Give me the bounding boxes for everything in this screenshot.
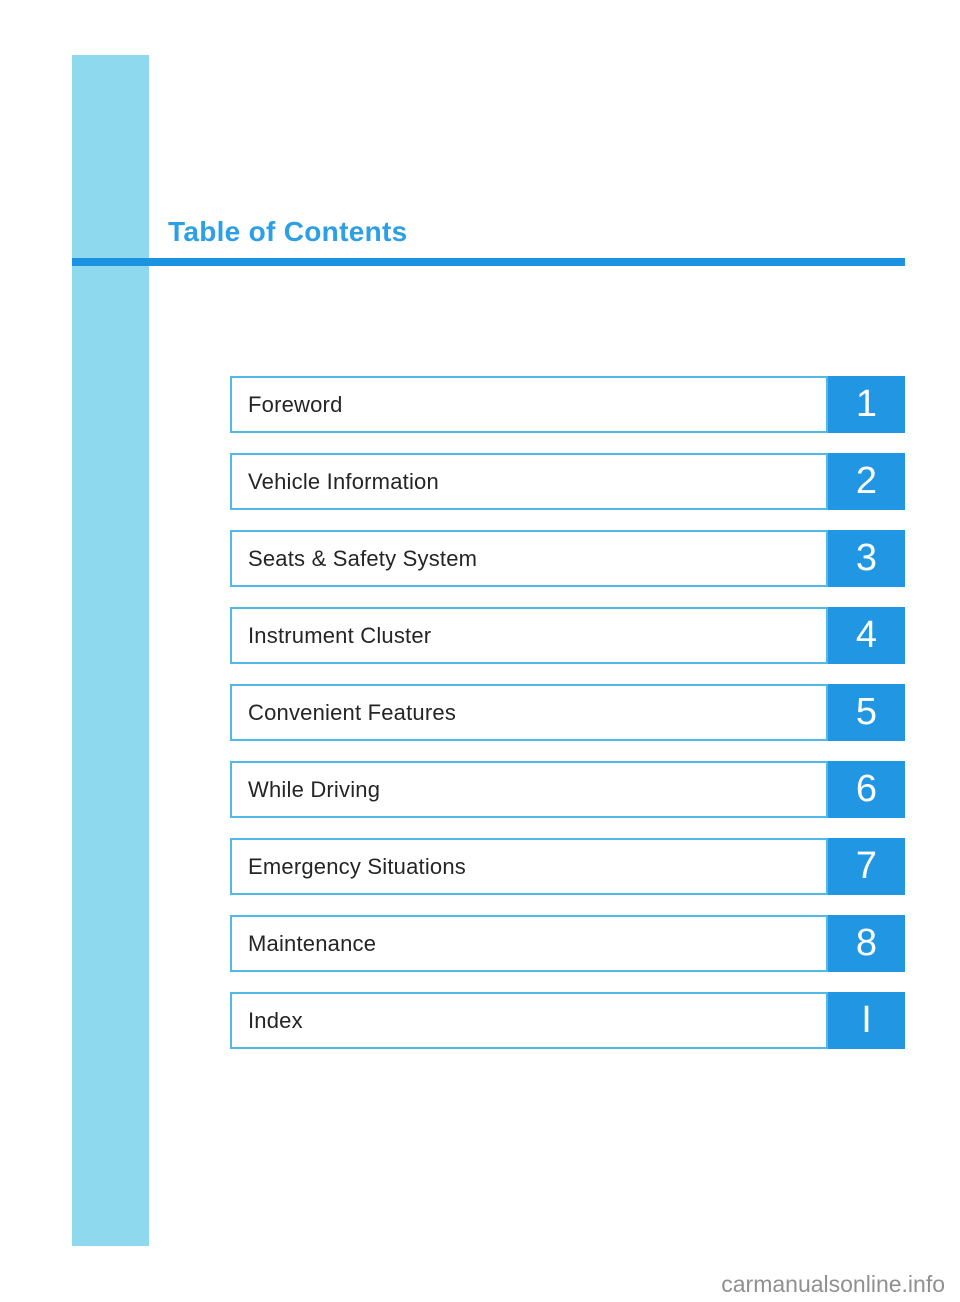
toc-row-index[interactable] bbox=[230, 992, 905, 1049]
toc-label: Convenient Features bbox=[248, 699, 457, 725]
toc-chapter-number: 8 bbox=[828, 915, 905, 972]
toc-label-box bbox=[230, 607, 828, 664]
toc-label: Maintenance bbox=[248, 930, 377, 956]
watermark-text: carmanualsonline.info bbox=[721, 1271, 945, 1297]
toc-label-box bbox=[230, 453, 828, 510]
table-of-contents-list bbox=[230, 376, 905, 1069]
toc-chapter-number: 6 bbox=[828, 761, 905, 818]
toc-label-box bbox=[230, 992, 828, 1049]
toc-chapter-number: 4 bbox=[828, 607, 905, 664]
toc-chapter-number: 3 bbox=[828, 530, 905, 587]
toc-label-box bbox=[230, 376, 828, 433]
toc-label-box bbox=[230, 915, 828, 972]
toc-row-seats-safety-system[interactable] bbox=[230, 530, 905, 587]
toc-label: Vehicle Information bbox=[248, 468, 439, 494]
toc-row-maintenance[interactable] bbox=[230, 915, 905, 972]
toc-chapter-number: 1 bbox=[828, 376, 905, 433]
toc-row-instrument-cluster[interactable] bbox=[230, 607, 905, 664]
toc-label: Foreword bbox=[248, 391, 343, 417]
toc-label-box bbox=[230, 761, 828, 818]
toc-row-convenient-features[interactable] bbox=[230, 684, 905, 741]
toc-label: Seats & Safety System bbox=[248, 545, 478, 571]
page-title: Table of Contents bbox=[168, 216, 408, 247]
toc-chapter-number: 5 bbox=[828, 684, 905, 741]
left-accent-bar bbox=[72, 55, 149, 1246]
toc-label-box bbox=[230, 838, 828, 895]
title-divider-rule bbox=[72, 258, 905, 266]
toc-label: Index bbox=[248, 1007, 303, 1033]
toc-label-box bbox=[230, 684, 828, 741]
toc-chapter-number: I bbox=[828, 992, 905, 1049]
toc-row-foreword[interactable] bbox=[230, 376, 905, 433]
toc-row-vehicle-information[interactable] bbox=[230, 453, 905, 510]
toc-label-box bbox=[230, 530, 828, 587]
toc-label: Instrument Cluster bbox=[248, 622, 432, 648]
toc-row-while-driving[interactable] bbox=[230, 761, 905, 818]
toc-label: Emergency Situations bbox=[248, 853, 466, 879]
toc-chapter-number: 2 bbox=[828, 453, 905, 510]
toc-chapter-number: 7 bbox=[828, 838, 905, 895]
toc-label: While Driving bbox=[248, 776, 381, 802]
toc-row-emergency-situations[interactable] bbox=[230, 838, 905, 895]
